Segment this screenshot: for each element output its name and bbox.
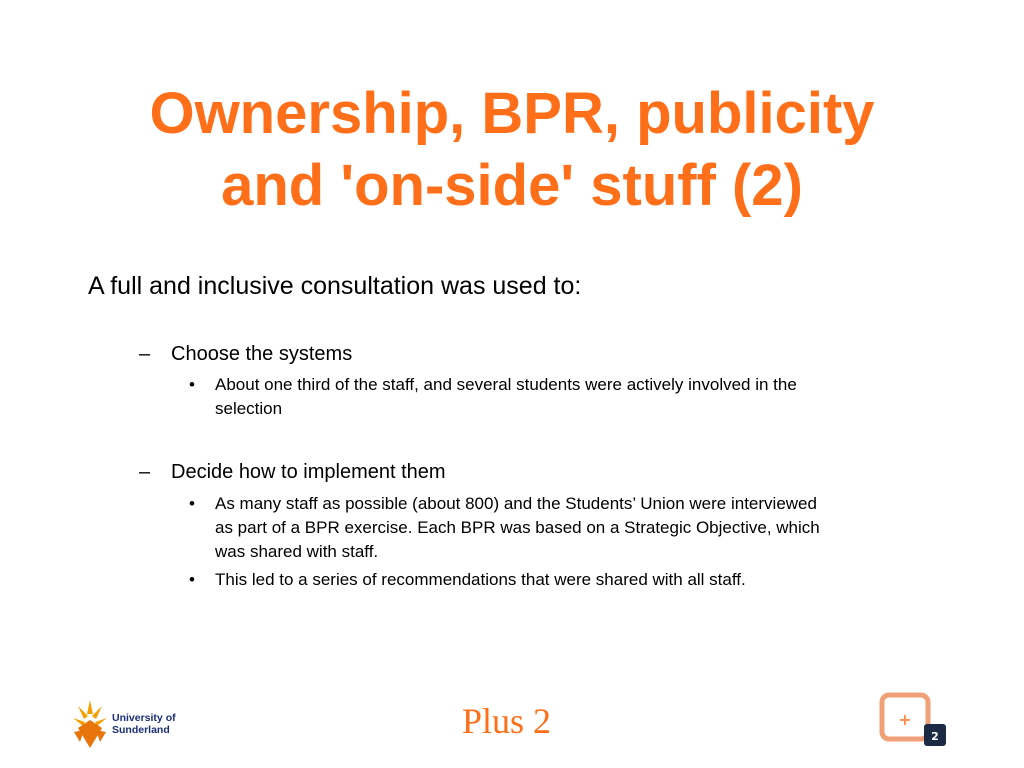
title-line-1: Ownership, BPR, publicity [149,81,875,146]
bullet-text-line: About one third of the staff, and several students were actively involved in the [215,375,797,394]
bullet-marker: • [189,494,195,513]
bullet-item [189,568,941,592]
slide-title [40,78,984,222]
section-label: Choose the systems [171,343,353,365]
title-line-2: and 'on-side' stuff (2) [221,153,803,218]
bullet-item [189,373,941,421]
university-name-line-1: University of [112,712,176,724]
plus2-logo-icon [878,692,952,752]
footer-plus2-text: Plus 2 [462,701,552,741]
dash-marker: – [139,343,151,365]
plus-symbol: + [898,710,912,729]
bullet-item [189,492,941,564]
dash-marker: – [139,461,151,483]
bullet-text-line: As many staff as possible (about 800) and the Students’ Union were interviewed [215,494,817,513]
bullet-marker: • [189,570,195,589]
section-label: Decide how to implement them [171,461,446,483]
intro-text: A full and inclusive consultation was used to: [88,272,582,300]
sunburst-icon [72,698,108,750]
section-choose-systems [139,343,352,366]
bullet-text-line: This led to a series of recommendations that were shared with all staff. [215,570,746,589]
university-logo [72,698,202,750]
bullet-text-line: selection [215,399,283,418]
section-decide-implementation [139,461,446,484]
university-name [112,712,176,736]
bullet-text-line: as part of a BPR exercise. Each BPR was based on a Strategic Objective, which [215,518,820,537]
bullet-text-line: was shared with staff. [215,542,379,561]
bullet-marker: • [189,375,195,394]
plus-number: 2 [931,730,939,743]
university-name-line-2: Sunderland [112,724,170,736]
